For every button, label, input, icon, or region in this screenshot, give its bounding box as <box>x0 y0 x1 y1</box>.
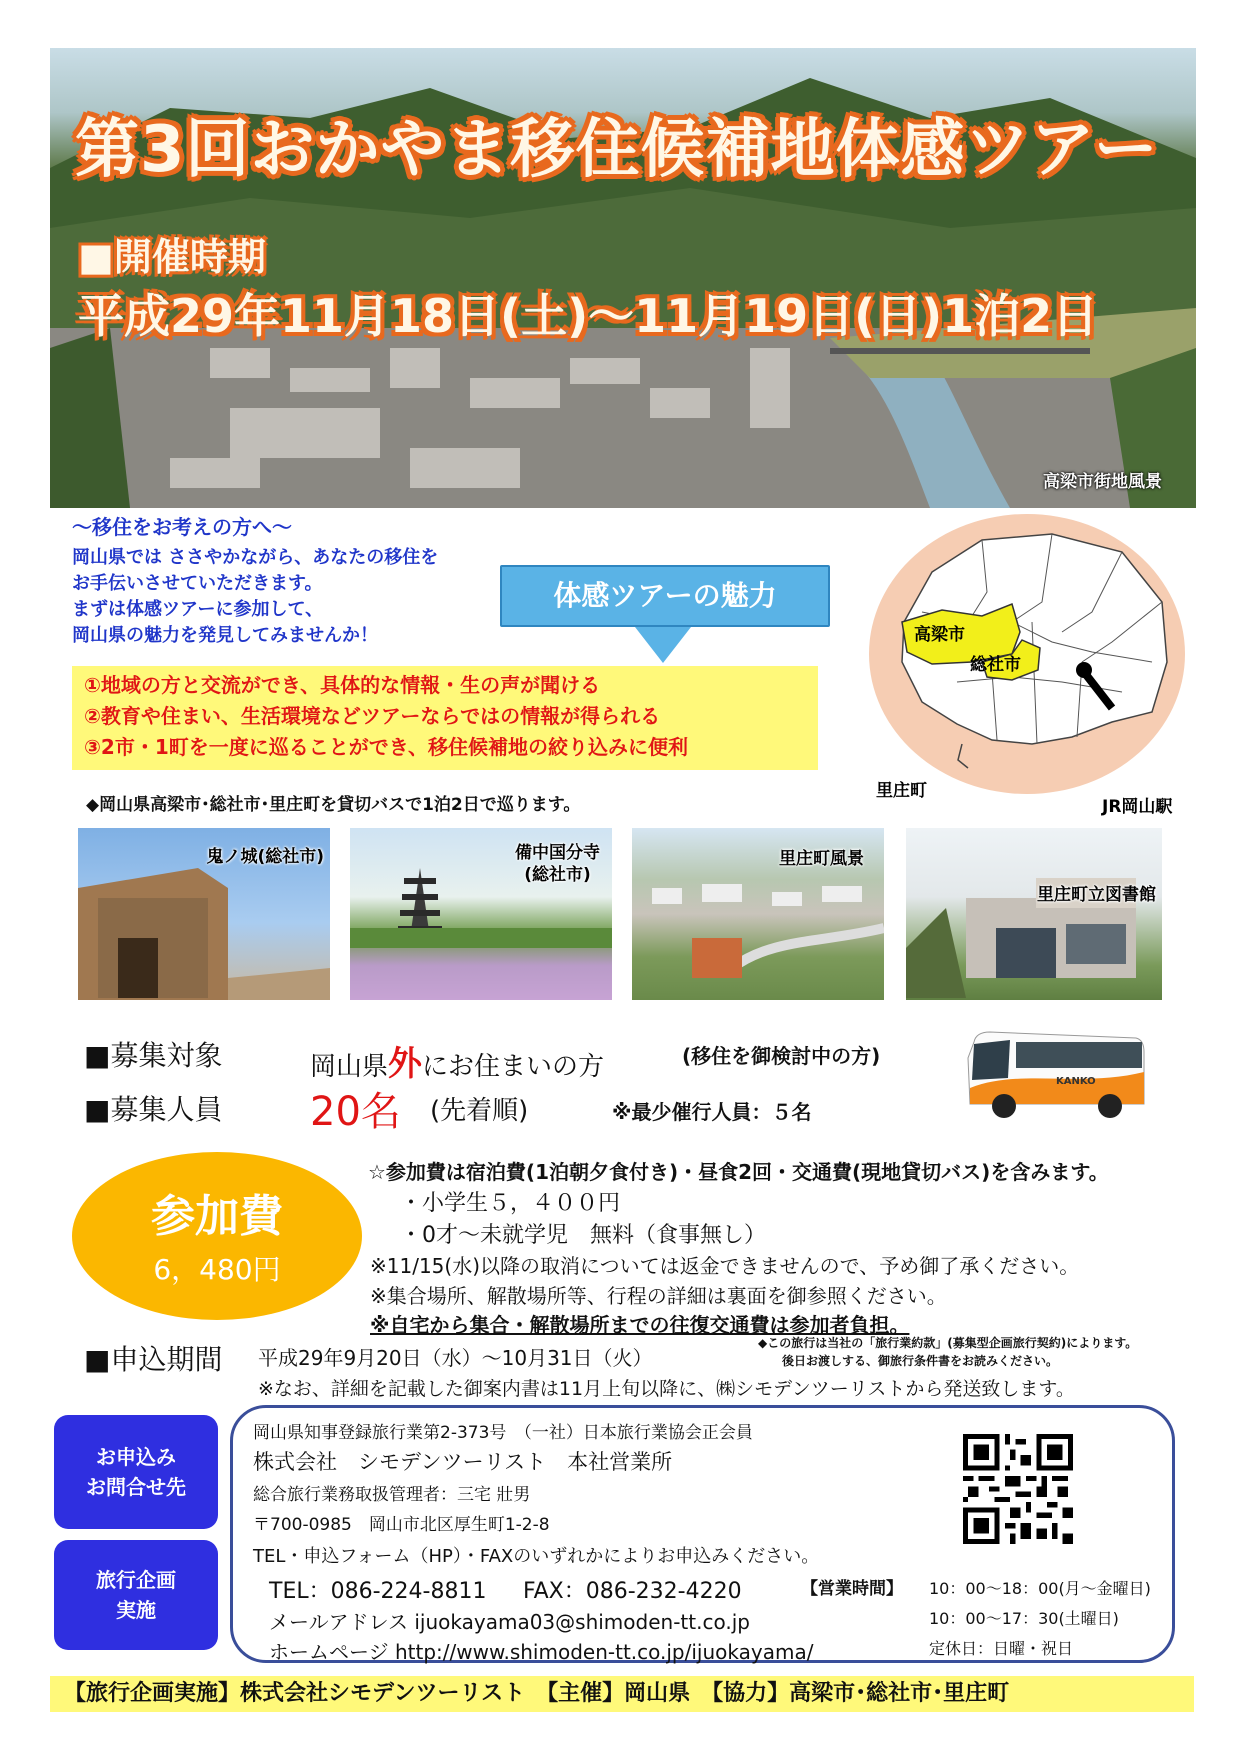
count-value: 20名 <box>310 1089 401 1135</box>
tel-number[interactable]: TEL：086-224-8811 <box>269 1579 487 1604</box>
down-arrow-icon <box>635 627 691 663</box>
registration-text: 岡山県知事登録旅行業第2-373号 （一社）日本旅行業協会正会員 <box>253 1423 753 1443</box>
target-label: ■募集対象 <box>84 1039 223 1072</box>
intro-line: まずは体感ツアーに参加して、 <box>72 599 324 620</box>
target-post: にお住まいの方 <box>422 1052 605 1082</box>
inquiry-button-line: お問合せ先 <box>86 1475 186 1499</box>
tour-dates: 平成29年11月18日(土)～11月19日(日)1泊2日 <box>78 289 1099 343</box>
email-row <box>269 1606 750 1635</box>
bus-icon <box>960 1028 1146 1122</box>
qr-code-icon[interactable] <box>963 1434 1073 1544</box>
target-emphasis: 外 <box>388 1044 423 1084</box>
apply-notice: ※なお、詳細を記載した御案内書は11月上旬以降に、㈱シモデンツーリストから発送致します。 <box>258 1378 1075 1400</box>
fee-title: 参加費 <box>151 1191 283 1242</box>
intro-line: 岡山県では ささやかながら、あなたの移住を <box>72 547 439 568</box>
planning-button-line: 旅行企画 <box>96 1568 176 1592</box>
closed-days: 定休日：日曜・祝日 <box>929 1639 1074 1658</box>
website-label: ホームページ <box>269 1640 389 1664</box>
benefit-item: ③2市・1町を一度に巡ることができ、移住候補地の絞り込みに便利 <box>84 735 688 759</box>
photo-label <box>515 842 600 886</box>
library-illustration <box>906 828 1162 1000</box>
photo-label: 里庄町立図書館 <box>1037 885 1156 905</box>
website-row <box>269 1636 813 1665</box>
attraction-callout: 体感ツアーの魅力 <box>500 565 830 627</box>
footer-bar: 【旅行企画実施】株式会社シモデンツーリスト 【主催】岡山県 【協力】高梁市･総社市･里庄町 <box>50 1676 1194 1712</box>
apply-label: ■申込期間 <box>84 1343 223 1376</box>
target-value <box>310 1036 604 1085</box>
fee-child: ・小学生５，４００円 <box>400 1191 621 1216</box>
fee-badge <box>72 1152 362 1320</box>
fee-infant: ・0才～未就学児 無料（食事無し） <box>400 1223 766 1248</box>
photo-label-line: (総社市) <box>524 865 591 885</box>
inquiry-button[interactable] <box>54 1415 218 1529</box>
fee-amount: 6，480円 <box>153 1253 281 1286</box>
target-pre: 岡山県 <box>310 1052 389 1082</box>
intro-heading: ～移住をお考えの方へ～ <box>72 515 292 539</box>
email-label: メールアドレス <box>269 1610 408 1634</box>
fee-cancel-note: ※11/15(水)以降の取消については返金できませんので、予め御了承ください。 <box>370 1254 1080 1278</box>
photo-kinojo <box>78 828 330 1000</box>
minimum-note: ※最少催行人員：５名 <box>612 1100 812 1124</box>
inquiry-button-line: お申込み <box>96 1445 176 1469</box>
website-link[interactable]: http://www.shimoden-tt.co.jp/ijuokayama/ <box>394 1640 814 1664</box>
okayama-map <box>862 512 1192 817</box>
terms-note-2: 後日お渡しする、御旅行条件書をお読みください。 <box>782 1354 1059 1368</box>
photo-satosho-scenery <box>632 828 884 1000</box>
hours-saturday: 10：00～17：30(土曜日) <box>929 1609 1119 1628</box>
prefecture-map-graphic <box>862 512 1192 802</box>
travel-planning-button[interactable] <box>54 1540 218 1650</box>
map-label-satosho: 里庄町 <box>876 781 927 801</box>
photo-label: 鬼ノ城(総社市) <box>206 847 324 867</box>
company-name: 株式会社 シモデンツーリスト 本社営業所 <box>253 1450 673 1474</box>
period-label: ■開催時期 <box>78 235 266 279</box>
planning-button-line: 実施 <box>116 1598 156 1622</box>
intro-line: 岡山県の魅力を発見してみませんか！ <box>72 625 378 646</box>
contact-box <box>230 1405 1175 1663</box>
photo-label-line: 備中国分寺 <box>515 843 600 863</box>
intro-text <box>72 545 438 649</box>
intro-line: お手伝いさせていただきます。 <box>72 573 323 594</box>
fee-meeting-note: ※集合場所、解散場所等、行程の詳細は裏面を御参照ください。 <box>370 1284 947 1308</box>
photo-satosho-library <box>906 828 1162 1000</box>
benefit-item: ②教育や住まい、生活環境などツアーならではの情報が得られる <box>84 704 661 728</box>
tour-title: 第3回おかやま移住候補地体感ツアー <box>75 113 1159 187</box>
fax-number: FAX：086-232-4220 <box>523 1579 742 1604</box>
methods-text: TEL・申込フォーム（HP）・FAXのいずれかによりお申込みください。 <box>253 1546 820 1567</box>
terms-note: ◆この旅行は当社の「旅行業約款」(募集型企画旅行契約)によります。 <box>758 1336 1138 1350</box>
fee-transport-note: ※自宅から集合・解散場所までの往復交通費は参加者負担。 <box>370 1313 910 1337</box>
count-note: (先着順) <box>430 1096 529 1126</box>
hero-photo <box>50 48 1196 508</box>
map-label-okayama-station: JR岡山駅 <box>1102 797 1173 817</box>
address-text: 〒700-0985 岡山市北区厚生町1-2-8 <box>253 1515 550 1535</box>
map-label-takahashi: 高梁市 <box>914 625 965 645</box>
map-label-soja: 総社市 <box>970 655 1021 675</box>
photo-kokubunji <box>350 828 612 1000</box>
route-description: ◆岡山県高梁市･総社市･里庄町を貸切バスで1泊2日で巡ります。 <box>86 795 581 815</box>
benefit-item: ①地域の方と交流ができ、具体的な情報・生の声が聞ける <box>84 673 601 697</box>
manager-text: 総合旅行業務取扱管理者：三宅 壯男 <box>253 1485 531 1505</box>
fee-includes: ☆参加費は宿泊費(1泊朝夕食付き)・昼食2回・交通費(現地貸切バス)を含みます。 <box>368 1160 1109 1184</box>
hours-label: 【営業時間】 <box>801 1579 903 1599</box>
hours-weekday: 10：00～18：00(月～金曜日) <box>929 1579 1151 1598</box>
target-note: (移住を御検討中の方) <box>682 1044 881 1068</box>
email-link[interactable]: ijuokayama03@shimoden-tt.co.jp <box>414 1610 750 1634</box>
photo-label: 里庄町風景 <box>779 849 864 869</box>
count-label: ■募集人員 <box>84 1093 223 1126</box>
apply-period: 平成29年9月20日（水）～10月31日（火） <box>258 1346 653 1370</box>
benefits-box <box>72 666 818 770</box>
photo-caption: 高梁市街地風景 <box>1043 472 1162 492</box>
bus-logo-text: KANKO <box>1056 1076 1096 1087</box>
